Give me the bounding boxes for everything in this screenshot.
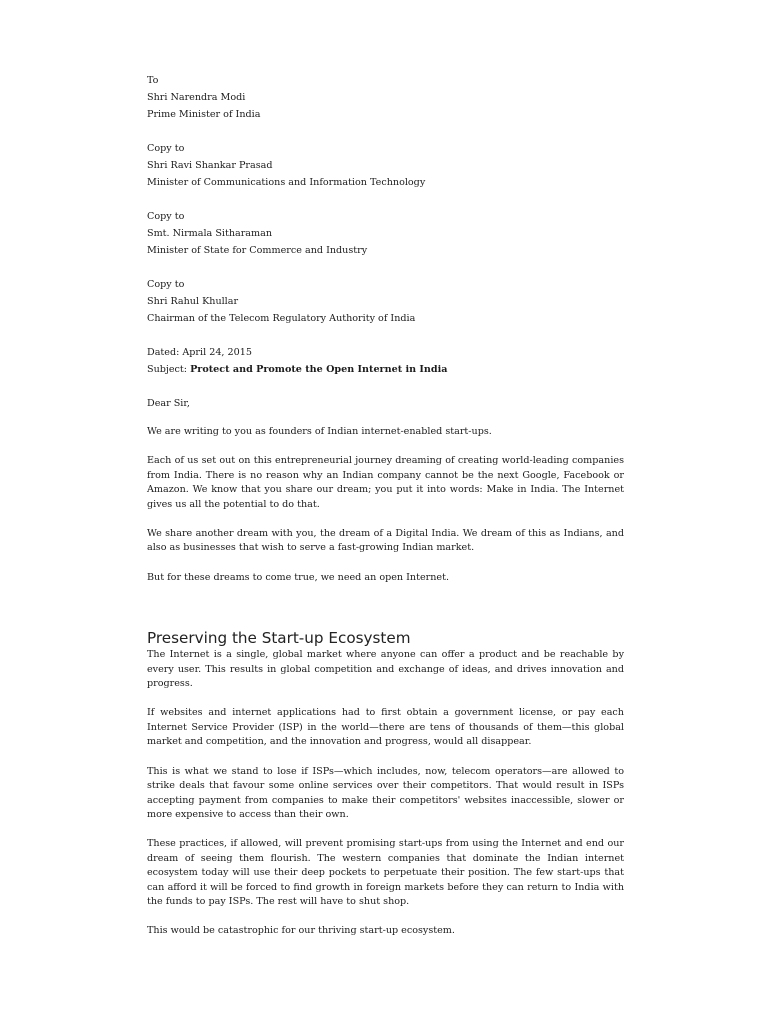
date-subject-block — [147, 344, 624, 378]
recipient-title: Minister of Communications and Information Technology — [147, 177, 426, 188]
recipient-block — [147, 72, 624, 123]
recipient-name: Shri Ravi Shankar Prasad — [147, 160, 273, 171]
recipient-name: Shri Narendra Modi — [147, 92, 246, 103]
recipient-block — [147, 208, 624, 259]
section-heading: Preserving the Start-up Ecosystem — [147, 629, 411, 648]
letter-page — [147, 72, 624, 954]
intro-paragraph: We are writing to you as founders of Indian internet-enabled start-ups. — [147, 426, 492, 437]
recipient-title: Chairman of the Telecom Regulatory Authority of India — [147, 313, 416, 324]
recipient-label: To — [147, 75, 159, 86]
section-paragraph: These practices, if allowed, will prevent promising start-ups from using the Internet and end our dream of seeing them flourish. The western companies that dominate the Indian internet ecosystem today will use their deep pockets to perpetuate their position. The few start-ups that can afford it will be forced to find growth in foreign markets before they can return to India with the funds to pay ISPs. The rest will have to shut shop. — [147, 838, 624, 907]
recipient-label: Copy to — [147, 279, 185, 290]
recipient-block — [147, 140, 624, 191]
recipient-label: Copy to — [147, 211, 185, 222]
section-paragraph: This is what we stand to lose if ISPs—which includes, now, telecom operators—are allowed to strike deals that favour some online services over their competitors. That would result in ISPs accepting payment from companies to make their competitors' websites inaccessible, slower or more expensive to access than their own. — [147, 765, 624, 820]
recipient-label: Copy to — [147, 143, 185, 154]
startup-ecosystem-section — [147, 648, 624, 939]
subject-label: Subject: — [147, 364, 188, 375]
recipient-name: Shri Rahul Khullar — [147, 296, 239, 307]
section-paragraph: If websites and internet applications had to first obtain a government license, or pay each Internet Service Provider (ISP) in the world—there are tens of thousands of them—this global market and competition, and the innovation and progress, would all disappear. — [147, 707, 624, 748]
letter-date: Dated: April 24, 2015 — [147, 347, 252, 358]
recipient-block — [147, 276, 624, 327]
subject-value: Protect and Promote the Open Internet in India — [190, 364, 448, 375]
intro-section — [147, 425, 624, 585]
recipient-name: Smt. Nirmala Sitharaman — [147, 228, 273, 239]
recipient-title: Prime Minister of India — [147, 109, 261, 120]
section-paragraph: This would be catastrophic for our thriving start-up ecosystem. — [147, 925, 455, 937]
recipient-title: Minister of State for Commerce and Industry — [147, 245, 368, 256]
intro-paragraph: Each of us set out on this entrepreneurial journey dreaming of creating world-leading companies from India. There is no reason why an Indian company cannot be the next Google, Facebook or Amazon. We know that you share our dream; you put it into words: Make in India. The Internet gives us all the potential to do that. — [147, 455, 624, 510]
letter-subject — [147, 361, 624, 378]
section-paragraph: The Internet is a single, global market where anyone can offer a product and be reachable by every user. This results in global competition and exchange of ideas, and drives innovation and progress. — [147, 649, 624, 690]
intro-paragraph: We share another dream with you, the dream of a Digital India. We dream of this as Indians, and also as businesses that wish to serve a fast-growing Indian market. — [147, 528, 624, 554]
salutation: Dear Sir, — [147, 398, 190, 409]
intro-paragraph: But for these dreams to come true, we need an open Internet. — [147, 571, 449, 583]
